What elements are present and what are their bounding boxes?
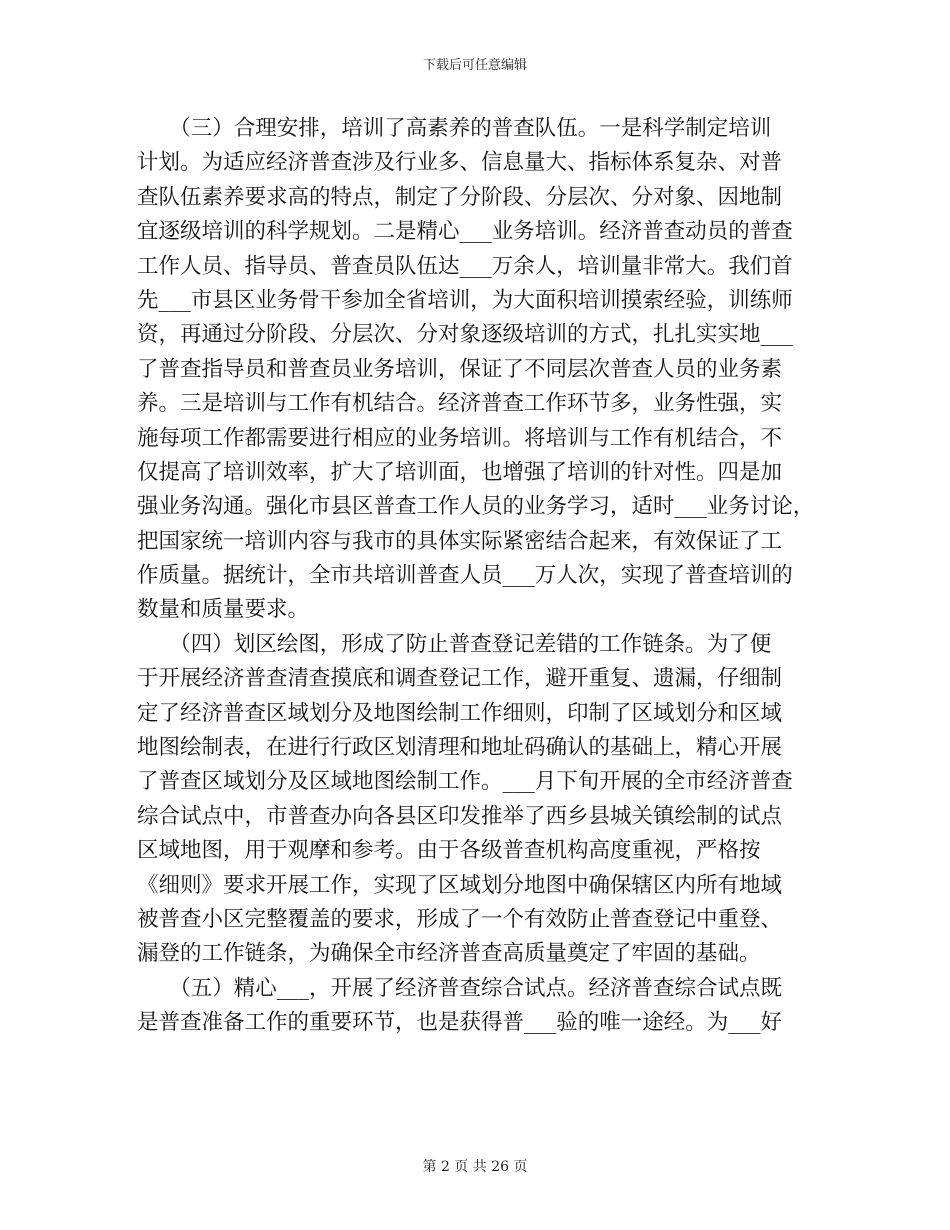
text-line: （五）精心___，开展了经济普查综合试点。经济普查综合试点既 [137, 975, 783, 1001]
text-line: 把国家统一培训内容与我市的具体实际紧密结合起来，有效保证了工 [137, 528, 783, 554]
text-line: 了普查区域划分及区域地图绘制工作。___月下旬开展的全市经济普查 [137, 769, 793, 795]
text-line: 综合试点中，市普查办向各县区印发推举了西乡县城关镇绘制的试点 [137, 803, 783, 829]
text-line: 养。三是培训与工作有机结合。经济普查工作环节多，业务性强，实 [137, 391, 783, 417]
text-line: 宜逐级培训的科学规划。二是精心___业务培训。经济普查动员的普查 [137, 219, 793, 245]
text-line: 地图绘制表，在进行行政区划清理和地址码确认的基础上，精心开展 [137, 735, 783, 761]
document-body [137, 112, 817, 1041]
text-line: 计划。为适应经济普查涉及行业多、信息量大、指标体系复杂、对普 [137, 150, 783, 176]
text-line: 被普查小区完整覆盖的要求，形成了一个有效防止普查登记中重登、 [137, 906, 783, 932]
text-line: 资，再通过分阶段、分层次、分对象逐级培训的方式，扎扎实实地___ [137, 322, 793, 348]
page-footer: 第 2 页 共 26 页 [422, 1159, 528, 1175]
text-line: 仅提高了培训效率，扩大了培训面，也增强了培训的针对性。四是加 [137, 459, 783, 485]
text-line: 是普查准备工作的重要环节，也是获得普___验的唯一途经。为___好 [137, 1010, 783, 1036]
page-header: 下载后可任意编辑 [422, 58, 527, 73]
text-line: 区域地图，用于观摩和参考。由于各级普查机构高度重视，严格按 [137, 838, 761, 864]
text-line: 强业务沟通。强化市县区普查工作人员的业务学习，适时___业务讨论， [137, 494, 815, 520]
text-line: 数量和质量要求。 [137, 597, 310, 623]
text-line: 查队伍素养要求高的特点，制定了分阶段、分层次、分对象、因地制 [137, 184, 783, 210]
text-line: 了普查指导员和普查员业务培训，保证了不同层次普查人员的业务素 [137, 356, 783, 382]
text-line: 工作人员、指导员、普查员队伍达___万余人，培训量非常大。我们首 [137, 253, 793, 279]
text-line: 于开展经济普查清查摸底和调查登记工作，避开重复、遗漏，仔细制 [137, 666, 783, 692]
text-line: （三）合理安排，培训了高素养的普查队伍。一是科学制定培训 [137, 116, 772, 141]
text-line: 漏登的工作链条，为确保全市经济普查高质量奠定了牢固的基础。 [137, 941, 761, 967]
text-line: 先___市县区业务骨干参加全省培训，为大面积培训摸索经验，训练师 [137, 287, 793, 313]
text-line: （四）划区绘图，形成了防止普查登记差错的工作链条。为了便 [137, 631, 772, 657]
text-line: 定了经济普查区域划分及地图绘制工作细则，印制了区域划分和区域 [137, 700, 783, 726]
text-line: 施每项工作都需要进行相应的业务培训。将培训与工作有机结合，不 [137, 425, 783, 451]
text-line: 作质量。据统计，全市共培训普查人员___万人次，实现了普查培训的 [137, 563, 793, 589]
text-line: 《细则》要求开展工作，实现了区域划分地图中确保辖区内所有地域 [137, 872, 783, 898]
